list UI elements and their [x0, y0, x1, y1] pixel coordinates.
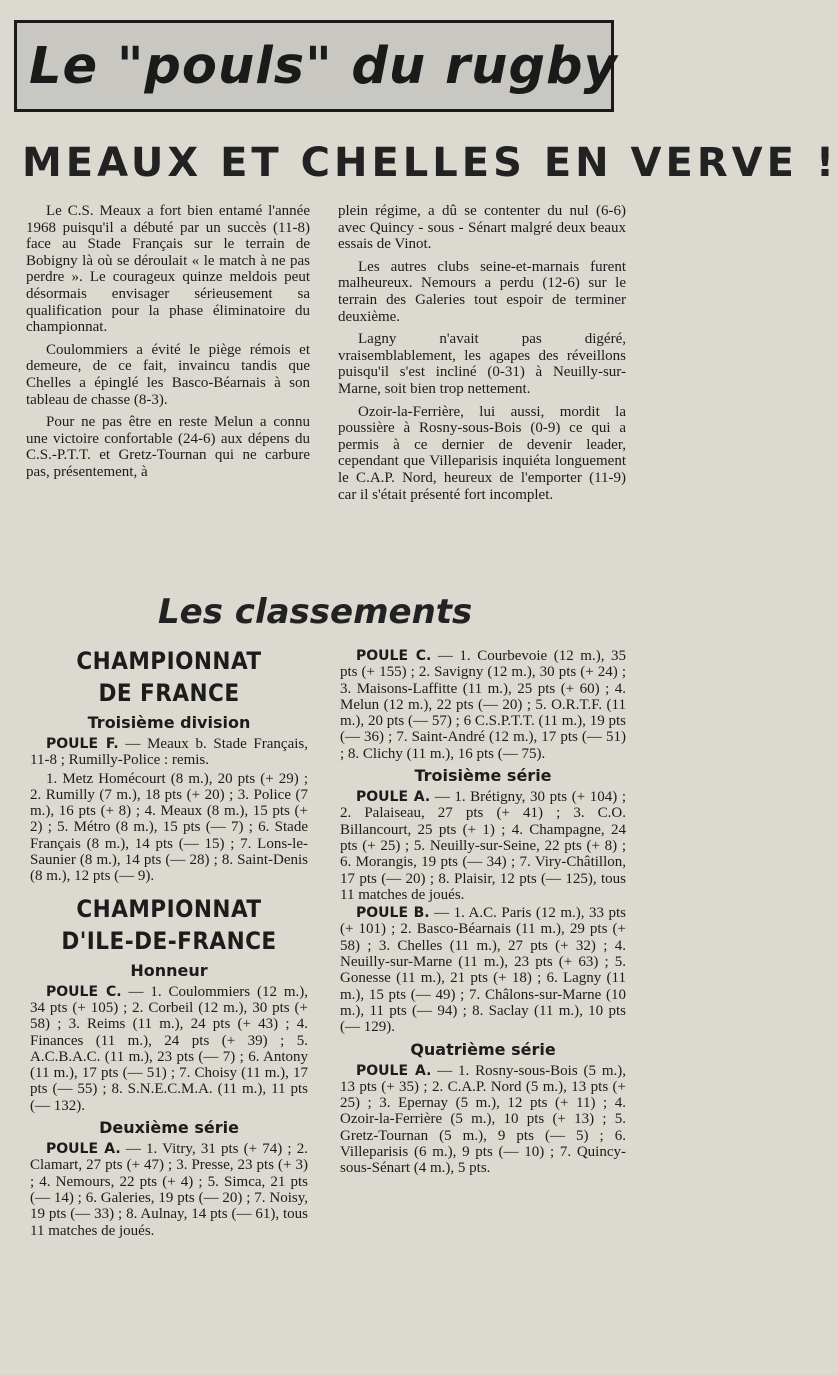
poule-label: POULE B.	[356, 905, 430, 922]
article-paragraph: Les autres clubs seine-et-marnais furent malheureux. Nemours a perdu (12-6) sur le terrain des Galeries tout espoir de terminer deuxième.	[338, 258, 626, 325]
poule-label: POULE F.	[46, 736, 119, 752]
deuxieme-poule-a	[30, 1141, 308, 1239]
article-paragraph: Le C.S. Meaux a fort bien entamé l'année 1968 puisqu'il a débuté par un succès (11-8) face au Stade Français sur le terrain de Bobigny là où se déroulait « le match à ne pas perdre ». Le courageux quinze meldois peut désormais envisager sérieusement sa qualification pour la phase éliminatoire du championnat.	[26, 203, 310, 336]
article-column-left	[26, 203, 310, 487]
deuxieme-poule-c	[340, 648, 626, 762]
championnat-france-line2: DE FRANCE	[98, 679, 240, 707]
poule-results-text: — 1. Vitry, 31 pts (+ 74) ; 2. Clamart, 27 pts (+ 47) ; 3. Presse, 23 pts (+ 3) ; 4. Nemours, 22 pts (+ 4) ; 5. Simca, 21 pts (— 14) ; 6. Galeries, 19 pts (— 20) ; 7. Noisy, 19 pts (— 33) ; 8. Aulnay, 14 pts (— 61), tous 11 matches de joués.	[30, 1141, 308, 1239]
championnat-idf-title	[44, 893, 294, 957]
quatrieme-poule-a	[340, 1063, 626, 1177]
banner-title: Le "pouls" du rugby	[29, 36, 618, 96]
article-paragraph: Pour ne pas être en reste Melun a connu une victoire confortable (24-6) aux dépens du C.S.-P.T.T. et Gretz-Tournan qui ne carbure pas, présentement, à	[26, 414, 310, 480]
article-paragraph: Ozoir-la-Ferrière, lui aussi, mordit la poussière à Rosny-sous-Bois (0-9) ce qui a permis à ce dernier de devenir leader, cependant que Villeparisis inquiéta longuement le C.A.P. Nord, heureux de l'emporter (11-9) car il s'était présenté fort incomplet.	[338, 403, 626, 503]
article-headline: MEAUX ET CHELLES EN VERVE !	[22, 140, 838, 186]
poule-label: POULE C.	[356, 648, 432, 664]
column-banner	[14, 20, 618, 112]
poule-results-text: — 1. Brétigny, 30 pts (+ 104) ; 2. Palaiseau, 27 pts (+ 41) ; 3. C.O. Billancourt, 25 pts (+ 1) ; 4. Champagne, 24 pts (+ 25) ; 5. Neuilly-sur-Seine, 22 pts (+ 8) ; 6. Morangis, 19 pts (— 34) ; 7. Viry-Châtillon, 17 pts (— 20) ; 8. Plaisir, 12 pts (— 125), tous 11 matches de joués.	[340, 789, 626, 903]
poule-label: POULE A.	[46, 1141, 121, 1158]
championnat-france-title	[44, 645, 294, 709]
division-heading: Troisième division	[87, 713, 251, 732]
poule-f-ranking: 1. Metz Homécourt (8 m.), 20 pts (+ 29) ; 2. Rumilly (7 m.), 18 pts (+ 20) ; 3. Police (7 m.), 16 pts (+ 8) ; 4. Meaux (8 m.), 15 pts (+ 2) ; 5. Métro (8 m.), 15 pts (— 7) ; 6. Stade Français (8 m.), 14 pts (— 15) ; 7. Lons-le-Saunier (8 m.), 14 pts (— 28) ; 8. Saint-Denis (8 m.), 12 pts (— 9).	[30, 770, 308, 885]
standings-column-right	[340, 648, 626, 1179]
deuxieme-serie-heading: Deuxième série	[99, 1118, 239, 1138]
quatrieme-serie-heading: Quatrième série	[410, 1039, 556, 1059]
article-paragraph: Coulommiers a évité le piège rémois et demeure, de ce fait, invaincu tandis que Chelles a épinglé les Basco-Béarnais à son tableau de chasse (8-3).	[26, 341, 310, 408]
honneur-heading: Honneur	[130, 960, 208, 980]
poule-results-text: — 1. Courbevoie (12 m.), 35 pts (+ 155) ; 2. Savigny (12 m.), 30 pts (+ 24) ; 3. Maisons-Laffitte (11 m.), 25 pts (+ 60) ; 4. Melun (12 m.), 22 pts (— 20) ; 5. O.R.T.F. (11 m.), 20 pts (— 57) ; 6 C.S.P.T.T. (11 m.), 19 pts (— 36) ; 7. Saint-André (12 m.), 17 pts (— 51) ; 8. Clichy (11 m.), 16 pts (— 75).	[340, 648, 627, 762]
poule-label: POULE C.	[46, 983, 122, 1000]
poule-label: POULE A.	[356, 789, 431, 806]
article-paragraph: plein régime, a dû se contenter du nul (6-6) avec Quincy - sous - Sénart malgré deux beaux essais de Vinot.	[338, 203, 626, 253]
poule-f-results	[30, 736, 308, 769]
troisieme-serie-heading: Troisième série	[414, 766, 552, 786]
poule-results-text: — 1. A.C. Paris (12 m.), 33 pts (+ 101) ; 2. Basco-Béarnais (11 m.), 29 pts (+ 58) ; 3. Chelles (11 m.), 27 pts (+ 32) ; 4. Neuilly-sur-Marne (11 m.), 23 pts (+ 63) ; 5. Gonesse (11 m.), 21 pts (+ 18) ; 6. Lagny (11 m.), 15 pts (— 49) ; 7. Châlons-sur-Marne (10 m.), 11 pts (— 94) ; 8. Saclay (11 m.), 10 pts (— 129).	[340, 905, 626, 1036]
honneur-poule-c	[30, 984, 308, 1114]
classements-title: Les classements	[158, 592, 473, 632]
championnat-idf-line2: D'ILE-DE-FRANCE	[61, 926, 277, 955]
poule-results-text: — Meaux b. Stade Français, 11-8 ; Rumilly-Police : remis.	[30, 736, 308, 769]
troisieme-poule-b	[340, 905, 626, 1035]
championnat-idf-line1: CHAMPIONNAT	[76, 894, 262, 923]
poule-label: POULE A.	[356, 1062, 432, 1079]
standings-column-left	[30, 645, 308, 1241]
poule-results-text: — 1. Coulommiers (12 m.), 34 pts (+ 105) ; 2. Corbeil (12 m.), 30 pts (+ 58) ; 3. Reims (11 m.), 24 pts (+ 43) ; 4. Finances (11 m.), 24 pts (+ 39) ; 5. A.C.B.A.C. (11 m.), 23 pts (— 7) ; 6. Antony (11 m.), 17 pts (— 51) ; 7. Choisy (11 m.), 17 pts (— 55) ; 8. S.N.E.C.M.A. (11 m.), 11 pts (— 132).	[30, 983, 309, 1114]
troisieme-poule-a	[340, 789, 626, 903]
article-column-right	[338, 203, 626, 509]
article-paragraph: Lagny n'avait pas digéré, vraisemblablement, les agapes des réveillons puisqu'il s'est incliné (0-31) à Neuilly-sur-Marne, soit bien trop nettement.	[338, 331, 626, 397]
championnat-france-line1: CHAMPIONNAT	[76, 647, 262, 675]
poule-results-text: — 1. Rosny-sous-Bois (5 m.), 13 pts (+ 35) ; 2. C.A.P. Nord (5 m.), 13 pts (+ 25) ; 3. Epernay (5 m.), 12 pts (+ 11) ; 4. Ozoir-la-Ferrière (5 m.), 10 pts (+ 13) ; 5. Gretz-Tournan (5 m.), 9 pts (— 5) ; 6. Villeparisis (6 m.), 9 pts (— 10) ; 7. Quincy-sous-Sénart (4 m.), 5 pts.	[340, 1062, 626, 1177]
